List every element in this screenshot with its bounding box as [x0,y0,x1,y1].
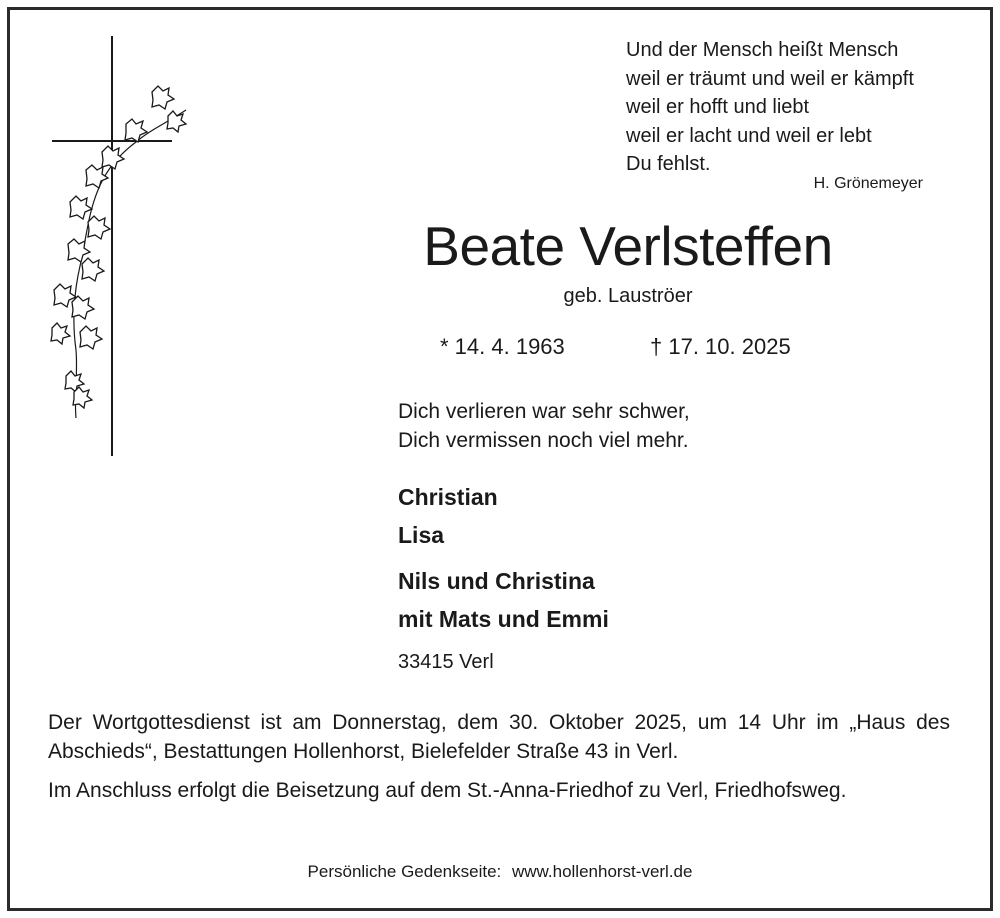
maiden-name: geb. Lauströer [563,285,693,307]
family-member: Nils und Christina [398,568,595,594]
quote-line: weil er lacht und weil er lebt [626,124,872,147]
memorial-label: Persönliche Gedenkseite: [307,862,502,881]
verse [398,397,690,455]
family-list [398,478,609,638]
memorial-url[interactable]: www.hollenhorst-verl.de [512,862,693,881]
quote-line: weil er träumt und weil er kämpft [626,67,914,90]
memorial-page [0,862,1000,882]
quote [626,36,914,179]
birth-date: * 14. 4. 1963 [440,334,565,359]
place: 33415 Verl [398,651,494,673]
quote-line: Und der Mensch heißt Mensch [626,39,899,61]
verse-line: Dich vermissen noch viel mehr. [398,429,689,452]
quote-line: Du fehlst. [626,153,711,175]
death-date: † 17. 10. 2025 [650,334,791,359]
verse-line: Dich verlieren war sehr schwer, [398,400,690,423]
burial-paragraph: Im Anschluss erfolgt die Beisetzung auf dem St.-Anna-Friedhof zu Verl, Friedhofsweg. [48,779,847,802]
service-paragraph: Der Wortgottesdienst ist am Donnerstag, dem 30. Oktober 2025, um 14 Uhr im „Haus des Abschieds“, Bestattungen Hollenhorst, Bielefelder Straße 43 in Verl. [48,711,950,763]
family-member: mit Mats und Emmi [398,606,609,632]
service-info [48,708,950,815]
family-member: Lisa [398,522,445,548]
family-member: Christian [398,484,498,510]
quote-line: weil er hofft und liebt [626,96,810,118]
quote-author: H. Grönemeyer [813,175,923,192]
deceased-name: Beate Verlsteffen [423,215,833,277]
